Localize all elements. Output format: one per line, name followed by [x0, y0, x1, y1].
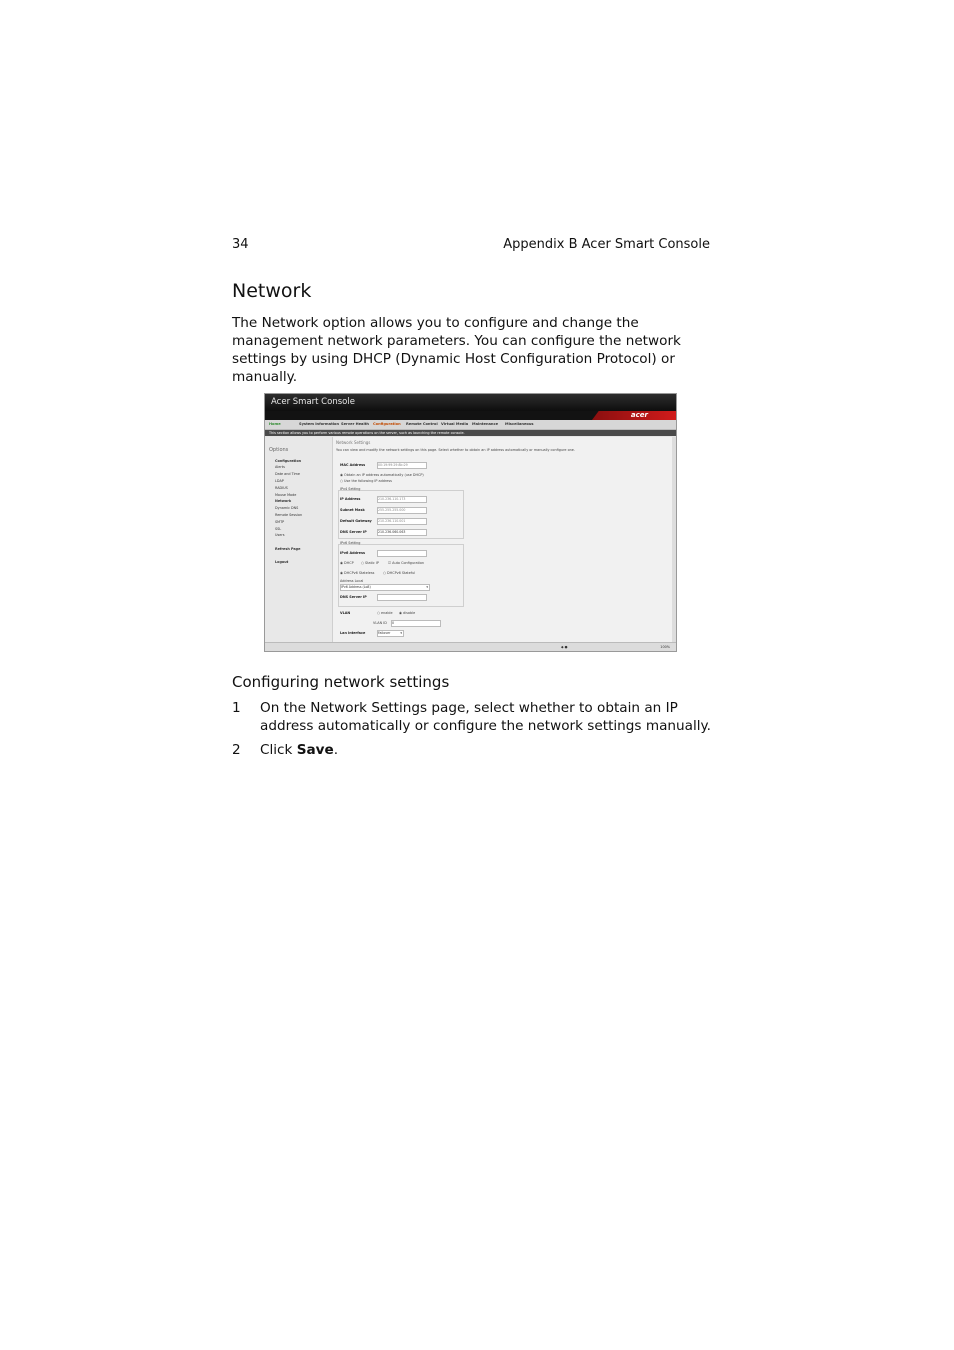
ipv6-heading: IPv6 Setting: [340, 541, 361, 545]
lan-interface-select[interactable]: [377, 630, 404, 637]
lan-interface-label: Lan interface: [340, 631, 366, 635]
intro-line: settings by using DHCP (Dynamic Host Configuration Protocol) or: [232, 351, 675, 367]
sidebar-item-remote-session[interactable]: Remote Session: [275, 513, 303, 517]
dns-field[interactable]: 210.236.060.063: [377, 529, 427, 536]
brand-bar: [265, 411, 676, 420]
vertical-scrollbar[interactable]: [672, 437, 676, 642]
sidebar-item-network[interactable]: Network: [275, 499, 292, 503]
radio-vlan-disable[interactable]: ◉ disable: [399, 611, 416, 615]
address-local-label: Address Local: [340, 579, 364, 583]
sidebar-item-ssl[interactable]: SSL: [275, 527, 282, 531]
options-heading: Options: [269, 447, 289, 453]
sidebar-item-users[interactable]: Users: [275, 533, 285, 537]
menu-system-information[interactable]: System Information: [299, 422, 340, 426]
app-title: Acer Smart Console: [271, 397, 355, 407]
notice-text: This section allows you to perform various remote operations on the server, such as launching the remote console.: [269, 431, 465, 435]
sidebar-item-date-time[interactable]: Date and Time: [275, 472, 300, 476]
radio-dhcp-stateful[interactable]: ○ DHCPv6 Stateful: [383, 571, 416, 575]
section-title: Network: [232, 280, 312, 302]
panel-description: You can view and modify the network settings on this page. Select whether to obtain an IP address automatically or manually configure one.: [336, 448, 575, 452]
step-item: [232, 699, 710, 739]
radio-dhcp-stateless[interactable]: ◉ DHCPv6 Stateless: [340, 571, 375, 575]
mac-label: MAC Address: [340, 463, 366, 467]
dns6-label: DNS Server IP: [340, 595, 367, 599]
radio-vlan-enable[interactable]: ○ enable: [377, 611, 393, 615]
menu-maintenance[interactable]: Maintenance: [472, 422, 499, 426]
step-line: On the Network Settings page, select whether to obtain an IP: [260, 700, 678, 716]
top-menu: [265, 420, 676, 430]
radio-dhcp-stateless-label: DHCPv6 Stateless: [344, 571, 375, 575]
zoom-level[interactable]: 100%: [660, 645, 670, 649]
dns-label: DNS Server IP: [340, 530, 367, 534]
sidebar-item-logout[interactable]: Logout: [275, 560, 289, 564]
dropdown-arrow-icon: ▾: [400, 631, 402, 635]
app-titlebar: [265, 394, 676, 411]
network-settings-screenshot: [264, 393, 677, 652]
sidebar-item-mouse-mode[interactable]: Mouse Mode: [275, 493, 297, 497]
ip-label: IP Address: [340, 497, 361, 501]
radio-static-ip-label: Static IP: [365, 561, 379, 565]
menu-home[interactable]: Home: [269, 422, 281, 426]
radio-auto-label: Obtain an IP address automatically (use DHCP): [344, 473, 424, 477]
gateway-label: Default Gateway: [340, 519, 372, 523]
vlan-label: VLAN: [340, 611, 351, 615]
panel-title: Network Settings: [336, 440, 371, 445]
ipv6-label: IPv6 Address: [340, 551, 365, 555]
sidebar-item-configuration[interactable]: Configuration: [275, 459, 302, 463]
menu-remote-control[interactable]: Remote Control: [406, 422, 438, 426]
address-local-value: IPv6 Address (Lo8): [341, 585, 371, 589]
sidebar-item-ldap[interactable]: LDAP: [275, 479, 284, 483]
ip-field[interactable]: 210.236.110.173: [377, 496, 427, 503]
sidebar-item-refresh-page[interactable]: Refresh Page: [275, 547, 301, 551]
network-settings-panel: [333, 437, 673, 642]
step-item: [232, 741, 710, 761]
radio-ipv6-dhcp[interactable]: ◉ DHCP: [340, 561, 354, 565]
acer-logo: acer: [630, 411, 648, 419]
lan-interface-value: Failover: [378, 631, 391, 635]
menu-server-health[interactable]: Server Health: [341, 422, 369, 426]
browser-status-bar: [265, 642, 676, 651]
radio-ipv6-dhcp-label: DHCP: [344, 561, 354, 565]
subsection-title: Configuring network settings: [232, 673, 450, 691]
menu-configuration[interactable]: Configuration: [373, 422, 401, 426]
step-prefix: Click: [260, 742, 297, 758]
step-text: [260, 699, 720, 735]
gateway-field[interactable]: 210.236.110.001: [377, 518, 427, 525]
step-number: 1: [232, 700, 241, 716]
intro-line: management network parameters. You can configure the network: [232, 333, 681, 349]
ipv4-heading: IPv4 Setting: [340, 487, 361, 491]
vlan-id-label: VLAN ID: [373, 621, 387, 625]
mac-field: 00:19:99:29:8b:29: [377, 462, 427, 469]
step-line: address automatically or configure the network settings manually.: [260, 718, 711, 734]
auto-config-checkbox[interactable]: ☑ Auto Configuration: [388, 561, 425, 565]
intro-line: manually.: [232, 369, 298, 385]
mask-label: Subnet Mask: [340, 508, 365, 512]
notice-bar: [265, 430, 676, 436]
step-suffix: .: [333, 742, 339, 758]
dns6-field[interactable]: [377, 594, 427, 601]
vlan-id-field[interactable]: 0: [391, 620, 441, 627]
menu-miscellaneous[interactable]: Miscellaneous: [505, 422, 534, 426]
step-number: 2: [232, 742, 241, 758]
intro-paragraph: [232, 314, 710, 386]
status-icons: ◆ ●: [561, 645, 568, 649]
radio-dhcp-stateful-label: DHCPv6 Stateful: [387, 571, 416, 575]
intro-line: The Network option allows you to configure and change the: [232, 315, 639, 331]
options-sidebar: [265, 437, 333, 642]
menu-virtual-media[interactable]: Virtual Media: [441, 422, 469, 426]
ipv6-field[interactable]: [377, 550, 427, 557]
sidebar-item-dynamic-dns[interactable]: Dynamic DNS: [275, 506, 299, 510]
page-number: 34: [232, 237, 249, 252]
radio-vlan-disable-label: disable: [403, 611, 416, 615]
sidebar-item-alerts[interactable]: Alerts: [275, 465, 285, 469]
auto-config-label: Auto Configuration: [392, 561, 425, 565]
running-header: Appendix B Acer Smart Console: [503, 237, 710, 252]
radio-auto[interactable]: ◉ Obtain an IP address automatically (use DHCP): [340, 473, 424, 477]
radio-manual-label: Use the following IP address: [344, 479, 392, 483]
radio-vlan-enable-label: enable: [381, 611, 393, 615]
radio-static-ip[interactable]: ○ Static IP: [361, 561, 379, 565]
address-local-select[interactable]: [340, 584, 430, 591]
save-keyword: Save: [296, 742, 334, 758]
sidebar-item-smtp[interactable]: SMTP: [275, 520, 285, 524]
step-text: [260, 741, 720, 759]
mask-field[interactable]: 255.255.255.000: [377, 507, 427, 514]
sidebar-item-radius[interactable]: RADIUS: [275, 486, 288, 490]
dropdown-arrow-icon: ▾: [426, 585, 428, 589]
radio-manual[interactable]: ○ Use the following IP address: [340, 479, 392, 483]
